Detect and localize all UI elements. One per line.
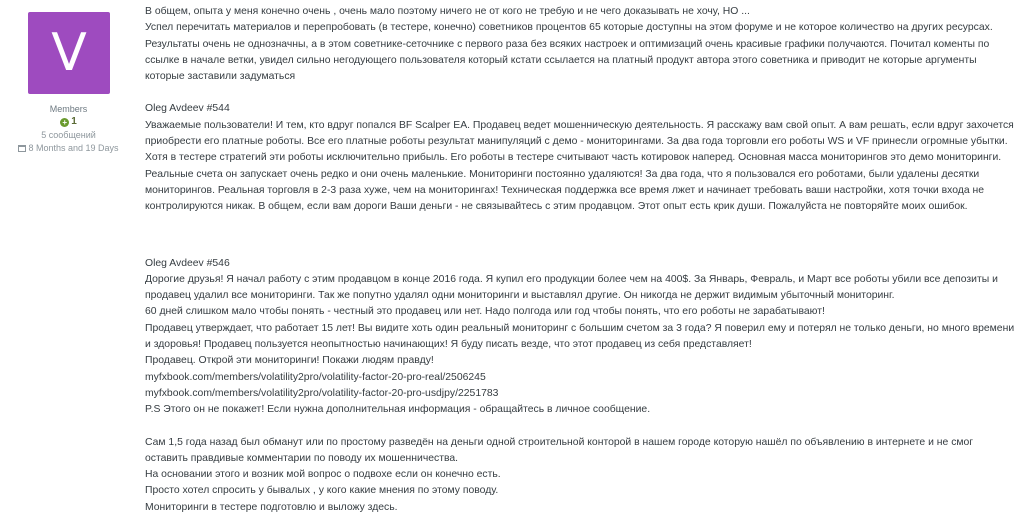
- post-paragraph: В общем, опыта у меня конечно очень , очень мало поэтому ничего не от кого не требую и не чего доказывать не хочу, НО ...: [145, 6, 750, 17]
- quote-text: Дорогие друзья! Я начал работу с этим продавцом в конце 2016 года. Я купил его продукции более чем на 400$. За Январь, Февраль, и Март все роботы убили все депозиты и продавец удалил все мониторинги. Так же попутно удалял одни мониторинги и выставлял другие. Он никогда не держит видимым убыточный мониторинг.: [145, 273, 1001, 302]
- reputation-badge: [0, 116, 137, 127]
- quote-text: P.S Этого он не покажет! Если нужна дополнительная информация - обращайтесь в личное сообщение.: [145, 404, 651, 416]
- avatar-letter: V: [51, 23, 87, 83]
- post-paragraph: На основании этого и возник мой вопрос о подвохе если он конечно есть.: [145, 469, 501, 481]
- quote-header[interactable]: Oleg Avdeev #546: [145, 257, 230, 269]
- post-paragraph: Мониторинги в тестере подготовлю и выложу здесь.: [145, 501, 398, 513]
- post-paragraph: Сам 1,5 года назад был обманут или по простому разведён на деньги одной строительной конторой в нашем городе которую нашёл по объявлению в интернете и не смог оставить правдивые комментарии по поводу их мошенничества.: [145, 436, 976, 464]
- reputation-value: 1: [71, 116, 77, 127]
- calendar-icon: [18, 145, 26, 152]
- quote-text: 60 дней слишком мало чтобы понять - честный это продавец или нет. Надо полгода или год чтобы понять, что его роботы не зарабатывают!: [145, 306, 825, 318]
- monitoring-link[interactable]: myfxbook.com/members/volatility2pro/volatility-factor-20-pro-real/2506245: [145, 371, 486, 383]
- post-paragraph: Результаты очень не однозначны, а в этом советнике-сеточнике с первого раза без всяких настроек и оптимизаций очень красивые графики получаются. Почитал коменты по ссылке в начале ветки, увидел сильно негодующего пользователя который кстати ссылается на платный продукт автора этого советника и приводит не которые аргументы которые заставили задуматься: [145, 38, 993, 83]
- author-panel: [0, 0, 137, 516]
- quote-text: Продавец утверждает, что работает 15 лет! Вы видите хоть один реальный мониторинг с большим счетом за 3 года? Я поверил ему и потерял не только деньги, но много времени и здоровья! Продавец пользуется неопытностью начинающих! Я буду писать везде, что этот продавец из себя представляет!: [145, 322, 1018, 351]
- quote-text: Продавец. Открой эти мониторинги! Покажи людям правду!: [145, 355, 434, 367]
- quote-header[interactable]: Oleg Avdeev #544: [145, 103, 230, 115]
- membership-duration: [0, 143, 137, 153]
- post-count: 5 сообщений: [41, 130, 96, 140]
- avatar[interactable]: [28, 12, 110, 94]
- plus-icon: +: [60, 118, 69, 127]
- quote-text: Уважаемые пользователи! И тем, кто вдруг попался BF Scalper EA. Продавец ведет мошенническую деятельность. Я расскажу вам свой опыт. А вам решать, если вдруг захочется приобрести его платные роботы. Все его платные роботы результат манипуляций с демо - мониторингами. За два года торговли его роботы WS и VF принесли огромные убытки. Хотя в тестере стратегий эти роботы исключительно прибыль. Его роботы в тестере считывают часть котировок наперед. Основная масса мониторингов это демо мониторинги. Реальные счета он запускает очень редко и они очень маленькие. Мониторинги постоянно удаляются! За два года, что я пользовался его роботами, были удалены десятки мониторингов. Реальная торговля в 2-3 раза хуже, чем на мониторингах! Техническая поддержка все время лжет и начинает требовать ваши настройки, хотя точки входа не контролируются никак. В общем, если вам дороги Ваши деньги - не связывайтесь с этим продавцом. Этот опыт есть крик души. Пожалуйста не повторяйте моих ошибок.: [145, 119, 1017, 213]
- member-group: Members: [49, 104, 88, 114]
- post-content: [145, 4, 1018, 516]
- membership-text: 8 Months and 19 Days: [28, 143, 119, 153]
- post-paragraph: Успел перечитать материалов и перепробовать (в тестере, конечно) советников процентов 65 которые доступны на этом форуме и не которое количество на других ресурсах.: [145, 22, 993, 34]
- post-paragraph: Просто хотел спросить у бывалых , у кого какие мнения по этому поводу.: [145, 485, 499, 497]
- monitoring-link[interactable]: myfxbook.com/members/volatility2pro/volatility-factor-20-pro-usdjpy/2251783: [145, 387, 499, 399]
